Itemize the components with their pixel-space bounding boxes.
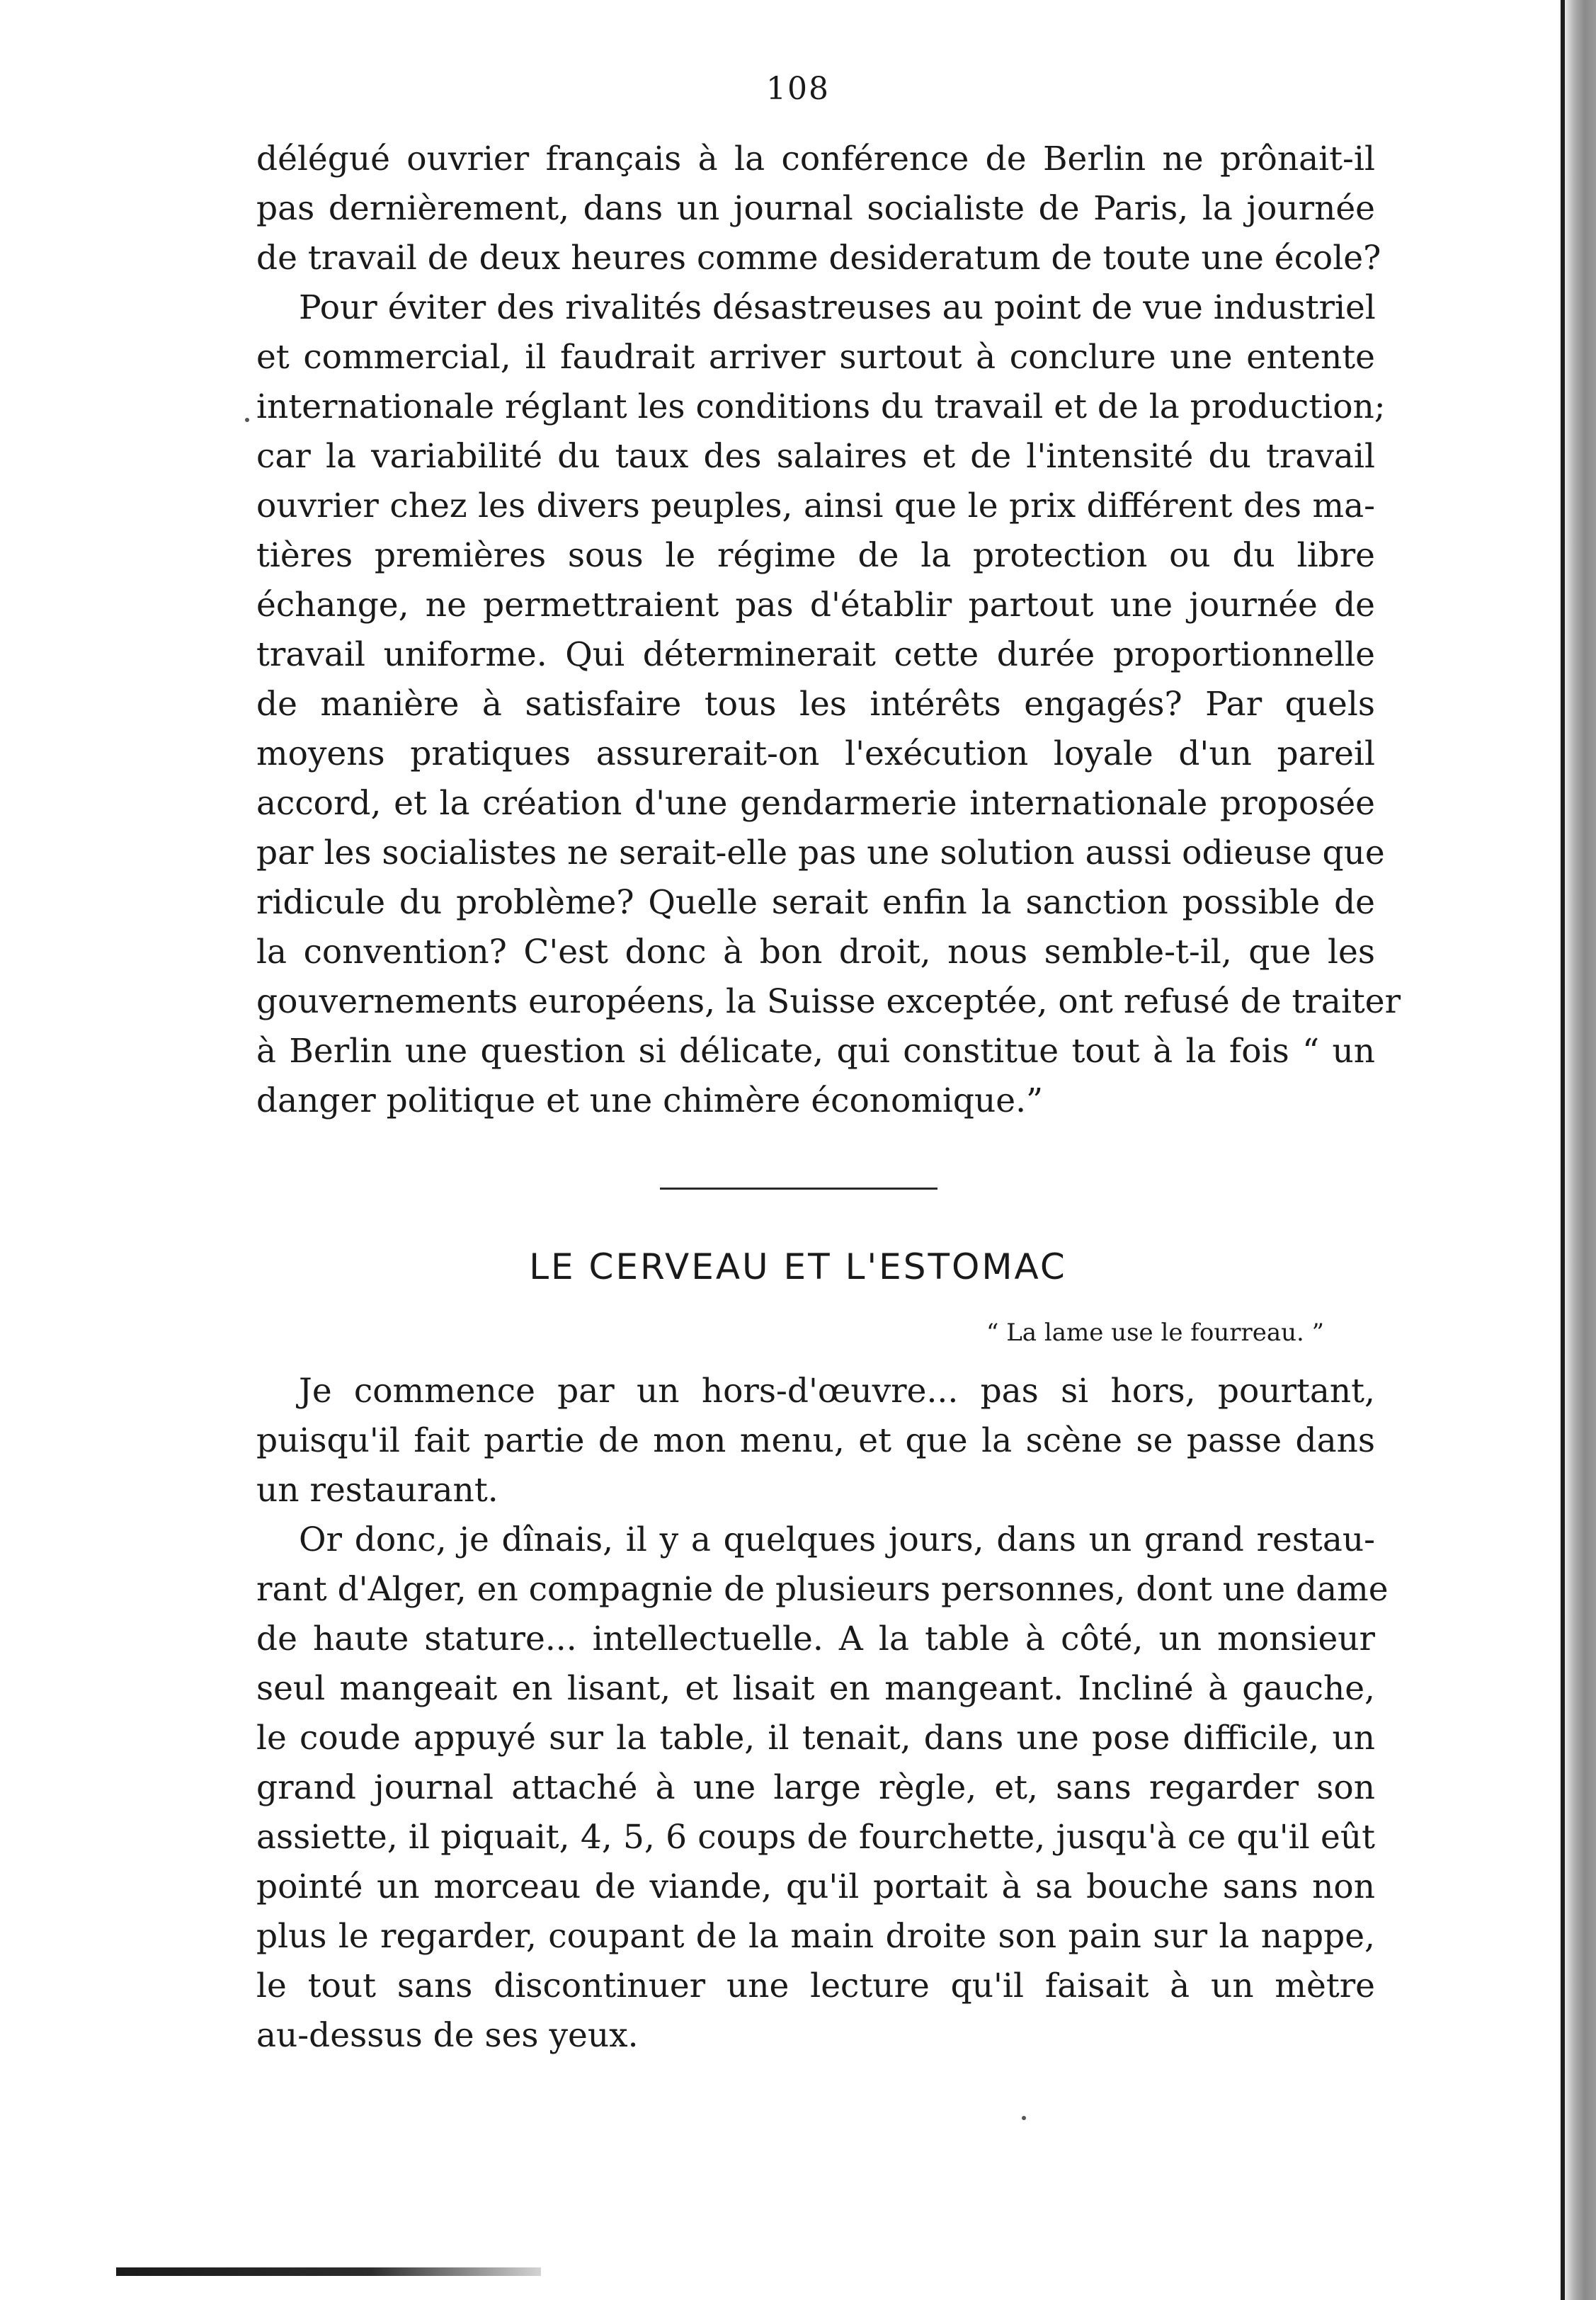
text-line: ridicule du problème? Quelle serait enfin la sanction possible de <box>256 883 1375 922</box>
text-line: Je commence par un hors-d'œuvre... pas si hors, pourtant, <box>299 1372 1375 1411</box>
section-title: LE CERVEAU ET L'ESTOMAC <box>529 1246 1067 1287</box>
text-line: le tout sans discontinuer une lecture qu'il faisait à un mètre <box>256 1966 1375 2005</box>
text-line: plus le regarder, coupant de la main droite son pain sur la nappe, <box>256 1917 1375 1956</box>
text-line: Pour éviter des rivalités désastreuses au point de vue industriel <box>299 288 1376 327</box>
paragraph <box>256 135 1381 283</box>
text-line: assiette, il piquait, 4, 5, 6 coups de fourchette, jusqu'à ce qu'il eût <box>256 1818 1375 1857</box>
top-text-block <box>256 135 1401 1126</box>
text-line: grand journal attaché à une large règle, et, sans regarder son <box>256 1768 1375 1807</box>
text-line: au-dessus de ses yeux. <box>256 2016 639 2055</box>
text-line: Or donc, je dînais, il y a quelques jours, dans un grand restau- <box>299 1520 1375 1559</box>
text-line: pointé un morceau de viande, qu'il portait à sa bouche sans non <box>256 1867 1375 1906</box>
section-divider <box>660 1188 937 1190</box>
text-line: échange, ne permettraient pas d'établir partout une journée de <box>256 586 1375 625</box>
text-line: la convention? C'est donc à bon droit, nous semble-t-il, que les <box>256 933 1375 972</box>
text-line: ouvrier chez les divers peuples, ainsi que le prix différent des ma- <box>256 486 1375 525</box>
bottom-text-block <box>256 1367 1389 2061</box>
scan-bottom-smudge <box>116 2267 541 2276</box>
scan-edge-line <box>1561 0 1565 2300</box>
text-line: et commercial, il faudrait arriver surtout à conclure une entente <box>256 338 1375 377</box>
text-line: travail uniforme. Qui déterminerait cette durée proportionnelle <box>256 635 1375 674</box>
text-line: à Berlin une question si délicate, qui constitue tout à la fois “ un <box>256 1032 1375 1071</box>
paragraph <box>256 283 1401 1126</box>
text-line: internationale réglant les conditions du travail et de la production; <box>256 387 1386 426</box>
scan-speck <box>1022 2116 1026 2120</box>
text-line: gouvernements européens, la Suisse exceptée, ont refusé de traiter <box>256 982 1401 1021</box>
text-line: car la variabilité du taux des salaires et de l'intensité du travail <box>256 437 1375 476</box>
text-line: seul mangeait en lisant, et lisait en mangeant. Incliné à gauche, <box>256 1669 1375 1708</box>
text-line: moyens pratiques assurerait-on l'exécution loyale d'un pareil <box>256 734 1375 773</box>
epigraph: “ La lame use le fourreau. ” <box>986 1319 1324 1347</box>
text-line: pas dernièrement, dans un journal socialiste de Paris, la journée <box>256 189 1375 228</box>
text-line: de travail de deux heures comme desideratum de toute une école? <box>256 239 1381 278</box>
text-line: un restaurant. <box>256 1471 498 1510</box>
text-line: de manière à satisfaire tous les intérêts engagés? Par quels <box>256 685 1375 724</box>
text-line: danger politique et une chimère économique.” <box>256 1081 1044 1120</box>
text-line: par les socialistes ne serait-elle pas une solution aussi odieuse que <box>256 833 1385 872</box>
text-line: le coude appuyé sur la table, il tenait, dans une pose difficile, un <box>256 1719 1375 1758</box>
text-line: puisqu'il fait partie de mon menu, et que la scène se passe dans <box>256 1421 1375 1460</box>
text-line: délégué ouvrier français à la conférence de Berlin ne prônait-il <box>256 140 1375 178</box>
text-line: rant d'Alger, en compagnie de plusieurs personnes, dont une dame <box>256 1570 1389 1609</box>
text-line: tières premières sous le régime de la protection ou du libre <box>256 536 1375 575</box>
text-line: accord, et la création d'une gendarmerie internationale proposée <box>256 784 1375 823</box>
paragraph <box>256 1515 1389 2061</box>
page-number: 108 <box>766 71 830 107</box>
scan-speck <box>245 418 249 422</box>
paragraph <box>256 1367 1375 1515</box>
text-line: de haute stature... intellectuelle. A la table à côté, un monsieur <box>256 1619 1375 1658</box>
